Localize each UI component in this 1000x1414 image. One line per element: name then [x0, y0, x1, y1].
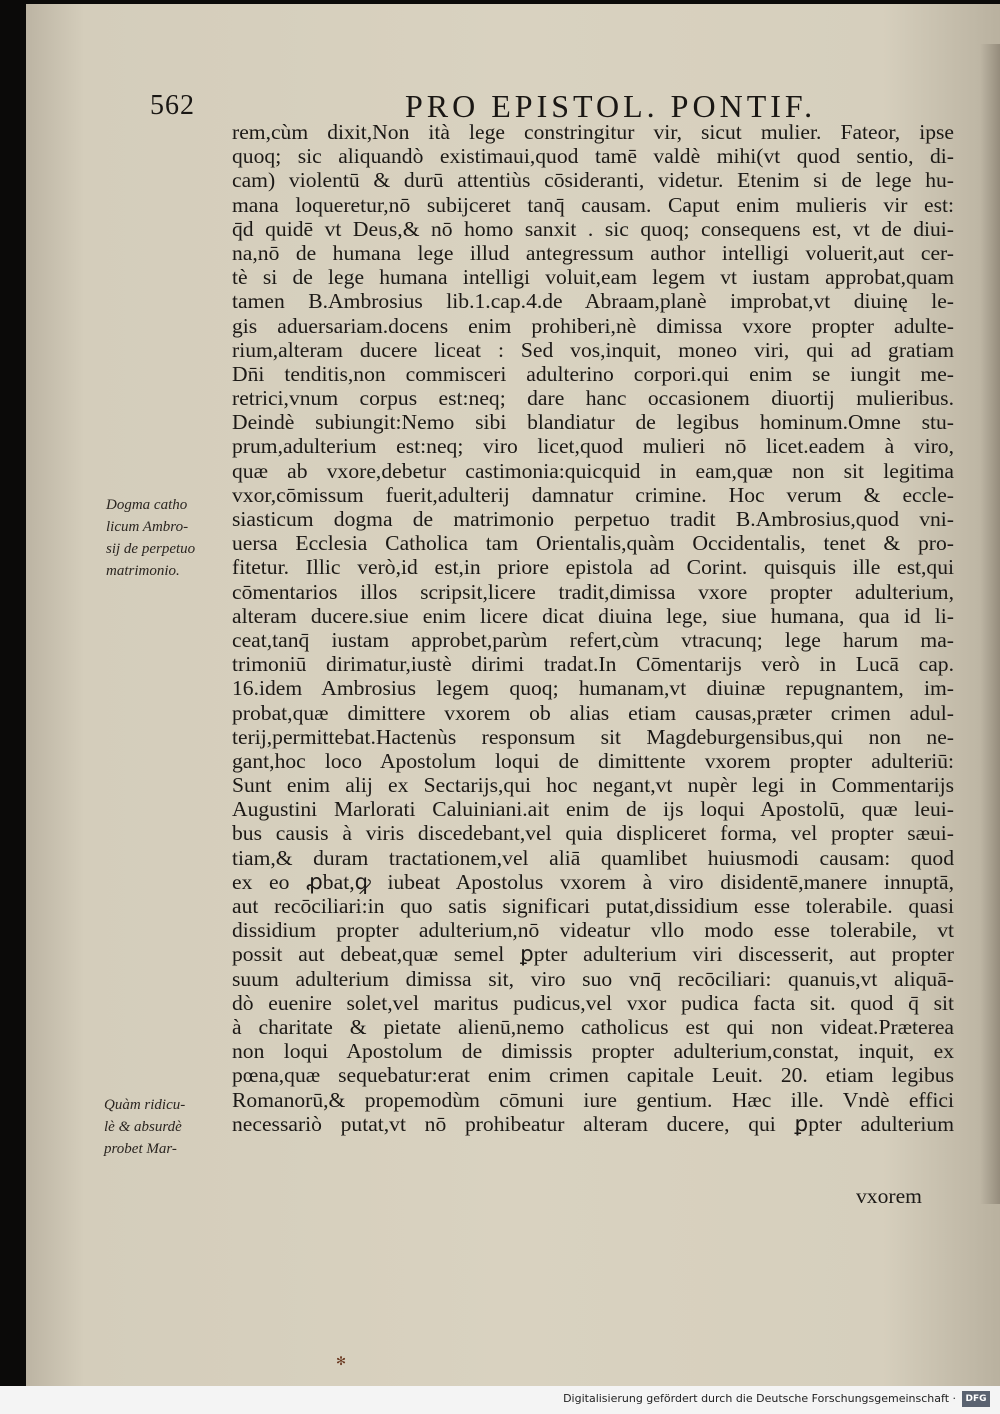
text-line: trimoniū dirimatur,iustè dirimi tradat.In Cōmentarijs verò in Lucā cap.: [232, 652, 954, 677]
text-line: à charitate & pietate alienū,nemo catholicus est qui non videat.Præterea: [232, 1014, 954, 1039]
text-line: fitetur. Illic verò,id est,in priore epistola ad Corint. quisquis ille est,qui: [232, 555, 954, 580]
text-line: gant,hoc loco Apostolum loqui de dimittente vxorem propter adulteriū:: [232, 748, 954, 773]
text-line: terij,permittebat.Hactenùs responsum sit Magdeburgensibus,qui non ne-: [232, 724, 954, 749]
text-line: pœna,quæ sequebatur:erat enim crimen capitale Leuit. 20. etiam legibus: [232, 1063, 954, 1088]
text-line: q̄d quidē vt Deus,& nō homo sanxit . sic quoq; consequens est, vt de diui-: [232, 216, 954, 241]
text-line: rium,alteram ducere liceat : Sed vos,inquit, moneo viri, qui ad gratiam: [232, 337, 954, 362]
footer-bar: [0, 1386, 1000, 1414]
text-line: possit aut debeat,quæ semel ꝑpter adulterium viri discesserit, aut propter: [232, 942, 954, 967]
text-line: prum,adulterium est:neq; viro licet,quod mulieri nō licet.eadem à viro,: [232, 434, 954, 459]
margin-note-line: Quàm ridicu-: [104, 1097, 186, 1113]
text-line: quæ ab vxore,debetur castimonia:quicquid in eam,quæ non sit legitima: [232, 458, 954, 483]
margin-note-line: lè & absurdè: [104, 1119, 182, 1135]
text-line: ex eo ꝓbat,ꝙ iubeat Apostolus vxorem à viro disidentē,manere innuptā,: [232, 869, 954, 894]
margin-note-line: probet Mar-: [104, 1141, 177, 1157]
text-line: dò euenire solet,vel maritus pudicus,vel vxor pudica facta sit. quod q̄ sit: [232, 990, 954, 1015]
text-line: rem,cùm dixit,Non ità lege constringitur vir, sicut mulier. Fateor, ipse: [232, 120, 954, 144]
margin-note-line: licum Ambro-: [106, 519, 189, 535]
text-line: bus causis à viris discedebant,vel quia displiceret forma, vel propter sæui-: [232, 821, 954, 846]
body-text: [232, 120, 954, 1136]
text-line: vxor,cōmissum fuerit,adulterij damnatur crimine. Hoc verum & eccle-: [232, 482, 954, 507]
text-line: cōmentarios illos scripsit,licere tradit,dimissa vxore propter adulterium,: [232, 579, 954, 604]
text-line: dissidium propter adulterium,nō videatur vllo modo esse tolerabile, vt: [232, 918, 954, 943]
footer-credit: Digitalisierung gefördert durch die Deutsche Forschungsgemeinschaft ·: [563, 1392, 956, 1405]
ornament-mark: ✻: [336, 1354, 347, 1368]
text-line: tamen B.Ambrosius lib.1.cap.4.de Abraam,planè improbat,vt diuinę le-: [232, 289, 954, 314]
running-title: PRO EPISTOL. PONTIF.: [405, 88, 817, 124]
text-line: Romanorū,& propemodùm cōmuni iure gentium. Hæc ille. Vndè effici: [232, 1087, 954, 1112]
margin-note-line: matrimonio.: [106, 563, 180, 579]
text-line: ceat,tanq̄ iustam approbet,parùm refert,cùm vtracunq; lege harum ma-: [232, 627, 954, 652]
margin-note-line: sij de perpetuo: [106, 541, 196, 557]
text-line: Deindè subiungit:Nemo sibi blandiatur de legibus hominum.Omne stu-: [232, 410, 954, 435]
text-line: suum adulterium dimissa sit, viro suo vnq̄ recōciliari: quanuis,vt aliquā-: [232, 966, 954, 991]
text-line: 16.idem Ambrosius legem quoq; humanam,vt diuinæ repugnantem, im-: [232, 676, 954, 701]
text-line: tè si de lege humana intelligi voluit,eam legem vt iustam approbat,quam: [232, 265, 954, 290]
text-line: gis aduersariam.docens enim prohiberi,nè dimissa vxore propter adulte-: [232, 313, 954, 338]
text-line: probat,quæ dimittere vxorem ob alias etiam causas,præter crimen adul-: [232, 700, 954, 725]
page-edge-shadow: [980, 44, 1000, 1204]
dfg-logo: DFG: [962, 1391, 990, 1407]
text-line: non loqui Apostolum de dimissis propter adulterium,constat, inquit, ex: [232, 1039, 954, 1064]
margin-note-ridicule: [104, 1094, 224, 1160]
text-line: necessariò putat,vt nō prohibeatur alteram ducere, qui ꝑpter adulterium: [232, 1111, 954, 1136]
text-line: Augustini Marlorati Caluiniani.ait enim de ijs loqui Apostolū, quæ leui-: [232, 797, 954, 822]
text-line: siasticum dogma de matrimonio perpetuo tradit B.Ambrosius,quod vni-: [232, 507, 954, 531]
catchword: vxorem: [856, 1184, 922, 1208]
text-line: cam) violentū & durū attentiùs cōsideranti, videtur. Etenim si de lege hu-: [232, 168, 954, 193]
margin-note-dogma: [106, 494, 226, 582]
margin-note-line: Dogma catho: [106, 497, 188, 513]
text-line: aut recōciliari:in quo satis significari putat,dissidium esse tolerabile. quasi: [232, 894, 954, 918]
text-line: Sunt enim alij ex Sectarijs,qui hoc negant,vt nupèr legi in Commentarijs: [232, 773, 954, 798]
text-line: uersa Ecclesia Catholica tam Orientalis,quàm Occidentalis, tenet & pro-: [232, 531, 954, 556]
text-line: retrici,vnum corpus est:neq; dare hanc occasionem diuortij mulieribus.: [232, 386, 954, 411]
text-line: na,nō de humana lege illud antegressum author intelligi voluerit,aut cer-: [232, 240, 954, 265]
text-line: tiam,& duram tractationem,vel aliā quamlibet huiusmodi causam: quod: [232, 845, 954, 870]
text-line: Dn̄i tenditis,non commisceri adulterino corpori.qui enim se iungit me-: [232, 361, 954, 386]
text-line: mana loqueretur,nō subijceret tanq̄ causam. Caput enim mulieris vir est:: [232, 192, 954, 217]
text-line: alteram ducere.siue enim licere dicat diuina lege, siue humana, qua id li-: [232, 603, 954, 628]
text-line: quoq; sic aliquandò existimaui,quod tamē valdè mihi(vt quod sentio, di-: [232, 144, 954, 169]
page-number: 562: [150, 90, 195, 121]
